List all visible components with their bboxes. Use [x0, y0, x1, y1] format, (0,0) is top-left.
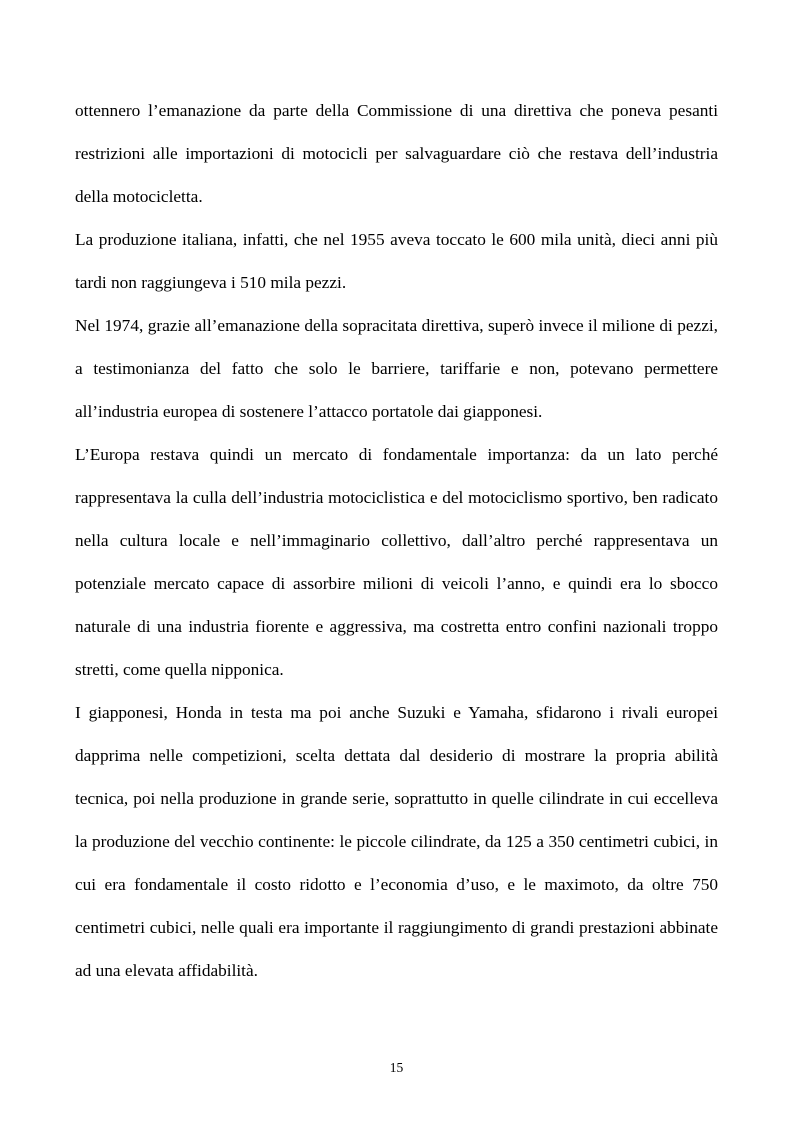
body-text	[75, 89, 718, 992]
paragraph-1: ottennero l’emanazione da parte della Commissione di una direttiva che poneva pesanti restrizioni alle importazioni di motocicli per salvaguardare ciò che restava dell’industria della motocicletta.	[75, 101, 718, 206]
paragraph-3: Nel 1974, grazie all’emanazione della sopracitata direttiva, superò invece il milione di pezzi, a testimonianza del fatto che solo le barriere, tariffarie e non, potevano permettere all’industria europea di sostenere l’attacco portatole dai giapponesi.	[75, 316, 718, 421]
page-number: 15	[389, 1060, 404, 1075]
paragraph-4: L’Europa restava quindi un mercato di fondamentale importanza: da un lato perché rappresentava la culla dell’industria motociclistica e del motociclismo sportivo, ben radicato nella cultura locale e nell’immaginario collettivo, dall’altro perché rappresentava un potenziale mercato capace di assorbire milioni di veicoli l’anno, e quindi era lo sbocco naturale di una industria fiorente e aggressiva, ma costretta entro confini nazionali troppo stretti, come quella nipponica.	[75, 445, 718, 679]
paragraph-2: La produzione italiana, infatti, che nel 1955 aveva toccato le 600 mila unità, dieci anni più tardi non raggiungeva i 510 mila pezzi.	[75, 230, 718, 292]
paragraph-5: I giapponesi, Honda in testa ma poi anche Suzuki e Yamaha, sfidarono i rivali europei dapprima nelle competizioni, scelta dettata dal desiderio di mostrare la propria abilità tecnica, poi nella produzione in grande serie, soprattutto in quelle cilindrate in cui eccelleva la produzione del vecchio continente: le piccole cilindrate, da 125 a 350 centimetri cubici, in cui era fondamentale il costo ridotto e l’economia d’uso, e le maximoto, da oltre 750 centimetri cubici, nelle quali era importante il raggiungimento di grandi prestazioni abbinate ad una elevata affidabilità.	[75, 703, 718, 980]
